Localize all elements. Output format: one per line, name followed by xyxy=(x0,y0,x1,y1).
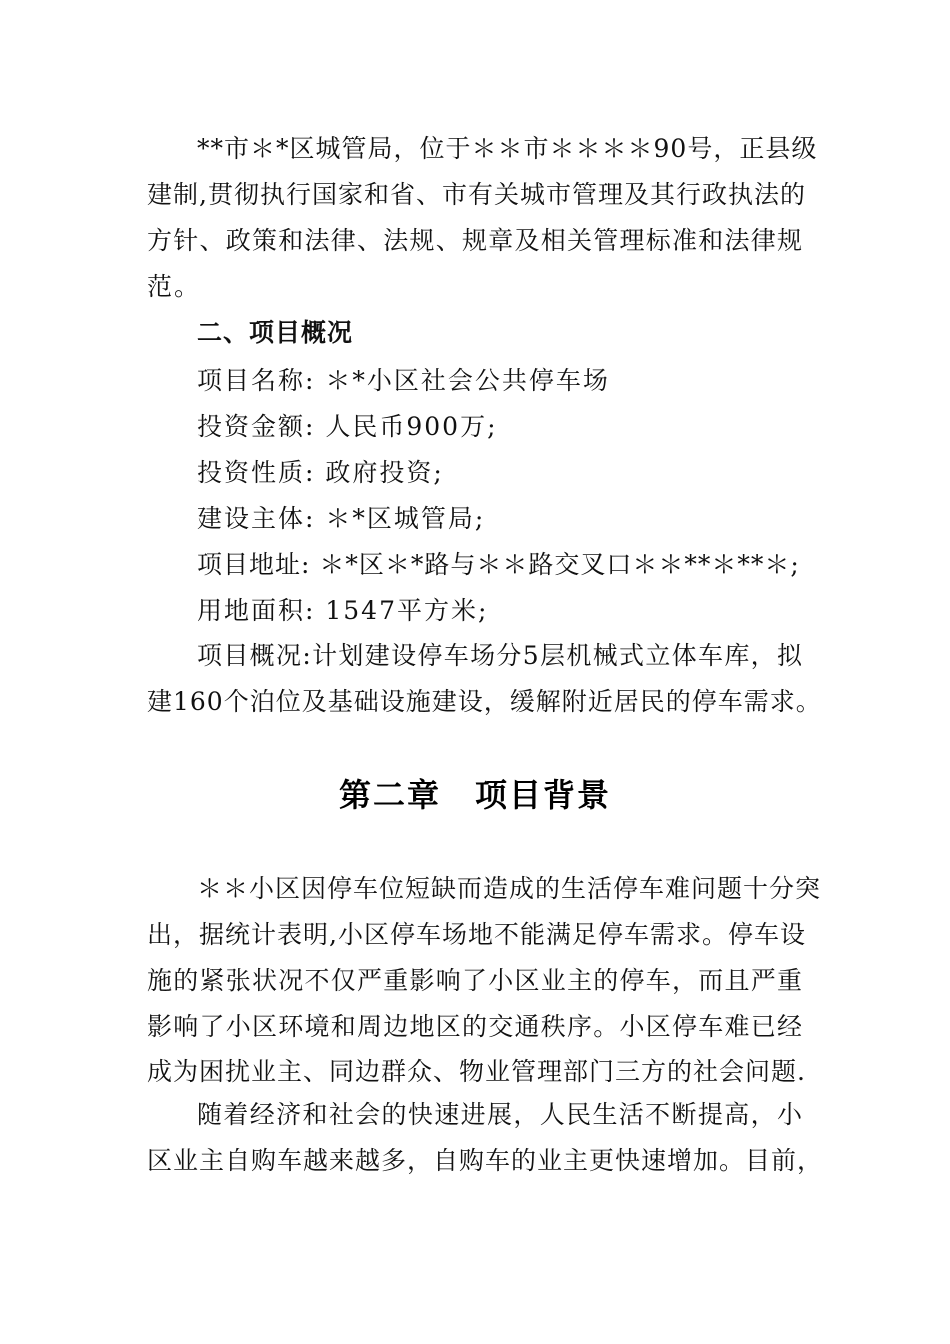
section-heading: 二、项目概况 xyxy=(197,318,354,347)
project-name-item: 项目名称: ＊*小区社会公共停车场 xyxy=(197,366,610,395)
background-para1-line-3: 施的紧张状况不仅严重影响了小区业主的停车，而且严重 xyxy=(147,966,803,995)
construction-entity-item: 建设主体: ＊*区城管局; xyxy=(197,504,486,533)
background-para1-line-2: 出，据统计表明,小区停车场地不能满足停车需求。停车设 xyxy=(147,920,806,949)
intro-line-1: **市＊*区城管局，位于＊＊市＊＊＊＊90号，正县级 xyxy=(197,134,818,163)
chapter-title: 第二章 项目背景 xyxy=(338,776,611,814)
background-para1-line-4: 影响了小区环境和周边地区的交通秩序。小区停车难已经 xyxy=(147,1012,803,1041)
background-para2-line-1: 随着经济和社会的快速进展，人民生活不断提高，小 xyxy=(197,1100,803,1129)
overview-line-1: 项目概况:计划建设停车场分5层机械式立体车库，拟 xyxy=(197,641,803,670)
intro-line-4: 范。 xyxy=(147,272,202,301)
intro-line-2: 建制,贯彻执行国家和省、市有关城市管理及其行政执法的 xyxy=(147,180,806,209)
investment-nature-item: 投资性质: 政府投资; xyxy=(197,458,444,487)
intro-line-3: 方针、政策和法律、法规、规章及相关管理标准和法律规 xyxy=(147,226,803,255)
land-area-item: 用地面积: 1547平方米; xyxy=(197,596,489,625)
background-para2-line-2: 区业主自购车越来越多，自购车的业主更快速增加。目前， xyxy=(147,1146,824,1175)
overview-line-2: 建160个泊位及基础设施建设，缓解附近居民的停车需求。 xyxy=(147,687,822,716)
background-para1-line-5: 成为困扰业主、同边群众、物业管理部门三方的社会问题. xyxy=(147,1057,806,1086)
project-address-item: 项目地址: ＊*区＊*路与＊＊路交叉口＊＊**＊**＊; xyxy=(197,550,800,579)
investment-amount-item: 投资金额: 人民币900万; xyxy=(197,412,498,441)
background-para1-line-1: ＊＊小区因停车位短缺而造成的生活停车难问题十分突 xyxy=(197,874,822,903)
